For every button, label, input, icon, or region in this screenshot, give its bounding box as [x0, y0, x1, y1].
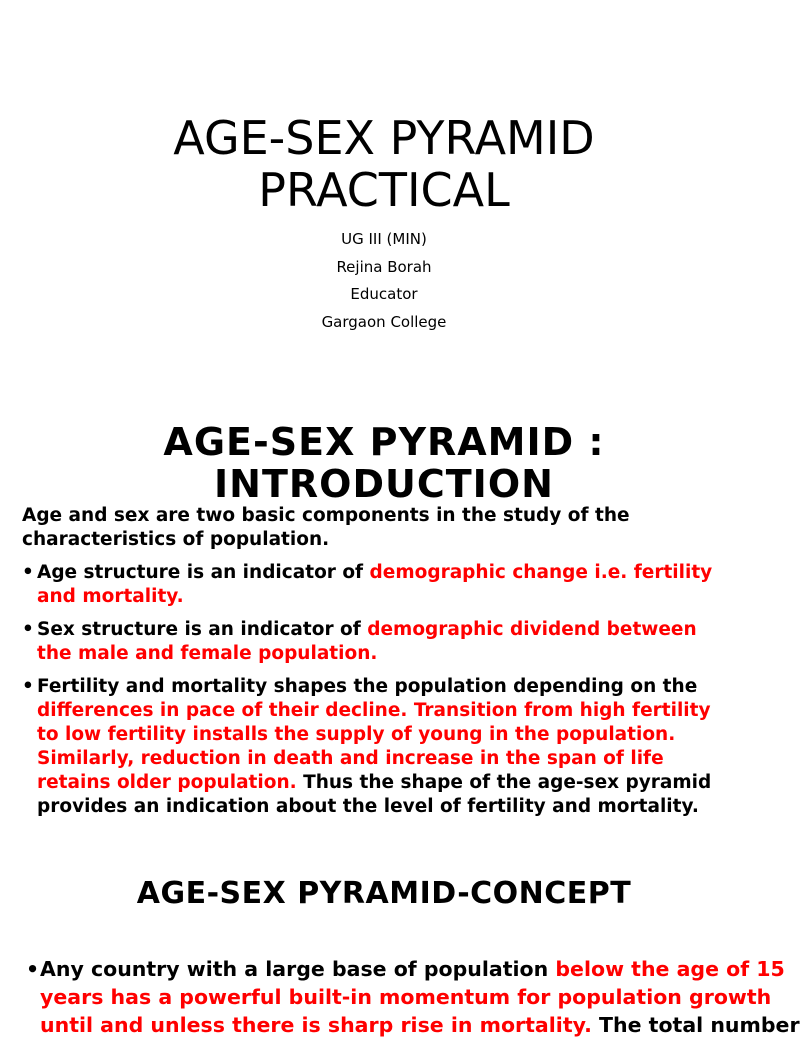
bullet-icon: • [26, 957, 40, 981]
bullet-list [22, 561, 734, 819]
bullet-text: Age structure is an indicator of [37, 562, 370, 583]
concept-line-3 [40, 1011, 800, 1039]
list-item [22, 561, 734, 609]
bullet-icon: • [22, 619, 34, 640]
bullet-icon: • [22, 676, 34, 697]
bullet-highlight: demographic change i.e. fertility and mortality. [37, 562, 713, 607]
introduction-slide [0, 395, 768, 845]
title-line-2: PRACTICAL [258, 163, 510, 217]
institution-name: Gargaon College [321, 312, 447, 331]
concept-line-2: years has a powerful built-in momentum for population growth [40, 985, 772, 1009]
introduction-heading [0, 421, 768, 505]
list-item [22, 618, 734, 666]
subtitle-block [0, 226, 768, 336]
bullet-tail: Thus the shape of the age-sex pyramid provides an indication about the level of fertility and mortality. [37, 772, 712, 817]
bullet-icon: • [22, 562, 34, 583]
bullet-text: Fertility and mortality shapes the population depending on the [37, 676, 698, 697]
bullet-highlight: demographic dividend between the male and female population. [37, 619, 697, 664]
author-name: Rejina Borah [336, 257, 432, 276]
concept-highlight: until and unless there is sharp rise in mortality. [40, 1013, 592, 1037]
introduction-body [22, 504, 734, 828]
bullet-text: Sex structure is an indicator of [37, 619, 368, 640]
heading-line-1: AGE-SEX PYRAMID : [163, 420, 605, 464]
lead-paragraph: Age and sex are two basic components in the study of the characteristics of population. [22, 505, 630, 550]
title-line-1: AGE-SEX PYRAMID [173, 111, 595, 165]
bullet-highlight: differences in pace of their decline. Transition from high fertility to low fertility installs the supply of young in the population. Similarly, reduction in death and increase in the span of life retains older population. [37, 700, 711, 793]
bullet-list [26, 955, 800, 1039]
concept-highlight: below the age of 15 [555, 957, 785, 981]
title-slide [0, 0, 768, 395]
author-role: Educator [350, 285, 418, 303]
concept-body [26, 955, 800, 1039]
concept-tail: The total number [591, 1013, 800, 1037]
list-item [22, 675, 734, 819]
list-item [26, 955, 800, 1039]
heading-line-2: INTRODUCTION [214, 462, 554, 506]
concept-text: Any country with a large base of population [40, 957, 556, 981]
presentation-title [0, 112, 768, 216]
concept-line-1 [40, 955, 785, 983]
concept-heading: AGE-SEX PYRAMID-CONCEPT [136, 876, 632, 911]
course-label: UG III (MIN) [341, 230, 427, 248]
concept-slide [0, 845, 800, 1037]
